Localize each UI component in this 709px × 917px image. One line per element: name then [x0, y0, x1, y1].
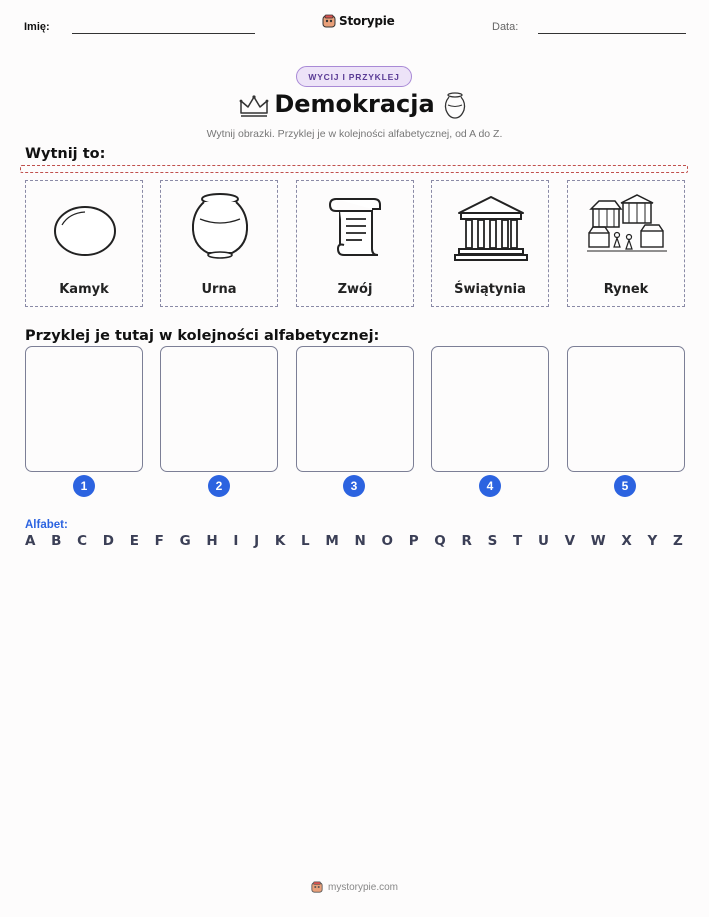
alphabet-letter: A [25, 533, 36, 549]
card-label: Rynek [603, 282, 649, 297]
alphabet-letter: T [513, 533, 523, 549]
logo-text: Storypie [339, 14, 395, 28]
alphabet-letter: U [537, 533, 549, 549]
alphabet-letter: Y [647, 533, 658, 549]
alphabet-letter: P [408, 533, 419, 549]
footer-logo-icon [311, 881, 323, 893]
paste-slot-1[interactable] [25, 346, 143, 472]
alphabet-letter: G [179, 533, 191, 549]
alphabet-row [25, 533, 683, 549]
page-title: Demokracja [274, 90, 435, 118]
scroll-icon [316, 189, 396, 269]
alphabet-letter: M [325, 533, 339, 549]
alphabet-letter: B [51, 533, 62, 549]
alphabet-letter: Z [673, 533, 683, 549]
paste-slot-2[interactable] [160, 346, 278, 472]
card-scroll[interactable] [296, 180, 414, 307]
card-label: Świątynia [454, 282, 526, 297]
alphabet-letter: R [461, 533, 472, 549]
alphabet-letter: K [274, 533, 286, 549]
card-urn[interactable] [160, 180, 278, 307]
paste-slot-5[interactable] [567, 346, 685, 472]
urn-title-icon [440, 91, 470, 121]
footer-url: mystorypie.com [327, 881, 398, 893]
card-label: Urna [201, 282, 237, 297]
slot-number-5: 5 [614, 475, 636, 497]
cut-heading: Wytnij to: [25, 146, 106, 162]
footer [0, 881, 709, 893]
card-temple[interactable] [431, 180, 549, 307]
alphabet-letter: J [254, 533, 260, 549]
slot-number-2: 2 [208, 475, 230, 497]
alphabet-letter: X [621, 533, 632, 549]
alphabet-letter: W [590, 533, 606, 549]
alphabet-letter: F [154, 533, 164, 549]
cut-line [20, 165, 688, 173]
pebble-icon [45, 189, 125, 269]
paste-slot-4[interactable] [431, 346, 549, 472]
slot-number-4: 4 [479, 475, 501, 497]
temple-icon [451, 189, 531, 269]
alphabet-letter: V [564, 533, 576, 549]
alphabet-letter: H [206, 533, 218, 549]
instructions: Wytnij obrazki. Przyklej je w kolejności alfabetycznej, od A do Z. [206, 128, 503, 140]
alphabet-letter: O [381, 533, 393, 549]
alphabet-letter: E [129, 533, 139, 549]
paste-heading: Przyklej je tutaj w kolejności alfabetycznej: [25, 328, 380, 344]
storypie-logo [322, 14, 395, 28]
card-label: Kamyk [59, 282, 109, 297]
date-line[interactable] [538, 33, 686, 34]
card-label: Zwój [337, 282, 373, 297]
paste-slot-3[interactable] [296, 346, 414, 472]
card-market[interactable] [567, 180, 685, 307]
market-icon [587, 189, 667, 269]
alphabet-letter: C [77, 533, 88, 549]
activity-badge: WYCIJ I PRZYKLEJ [296, 66, 412, 87]
alphabet-letter: Q [434, 533, 446, 549]
alphabet-letter: D [102, 533, 114, 549]
date-label: Data: [492, 21, 519, 33]
name-label: Imię: [24, 21, 50, 33]
alphabet-letter: S [487, 533, 498, 549]
alphabet-letter: L [301, 533, 310, 549]
name-line[interactable] [72, 33, 255, 34]
alphabet-label: Alfabet: [25, 519, 68, 531]
alphabet-letter: N [354, 533, 366, 549]
slot-number-3: 3 [343, 475, 365, 497]
logo-icon [322, 14, 336, 28]
card-pebble[interactable] [25, 180, 143, 307]
slot-number-1: 1 [73, 475, 95, 497]
alphabet-letter: I [233, 533, 239, 549]
urn-icon [180, 189, 260, 269]
